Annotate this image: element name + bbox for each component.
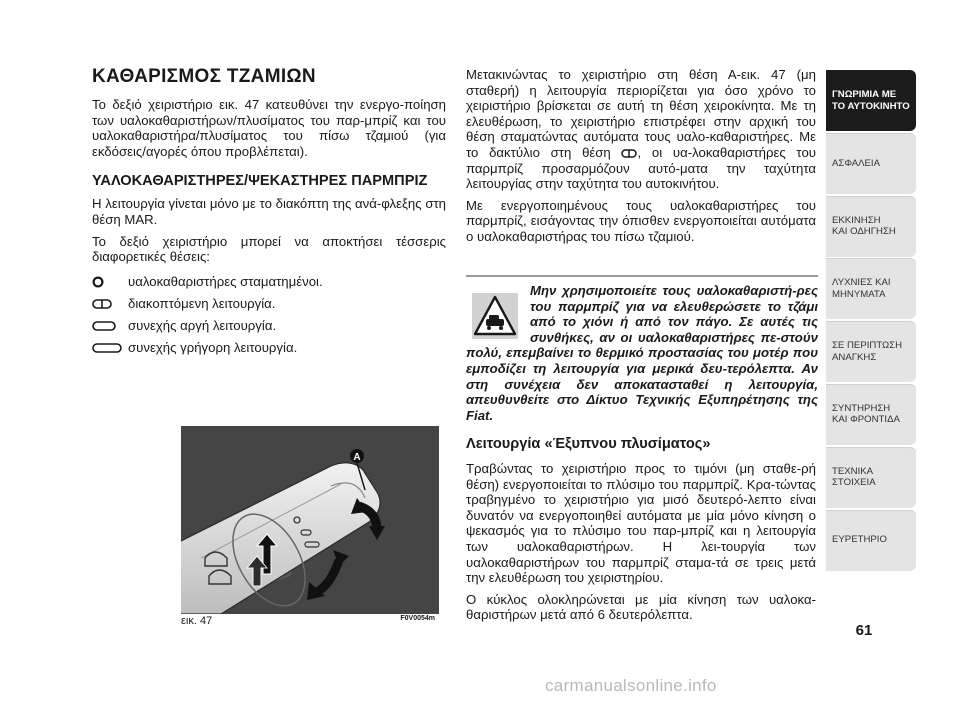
mode-text: υαλοκαθαριστήρες σταματημένοι. — [128, 273, 323, 289]
wiper-lever-illustration — [181, 426, 439, 614]
mode-row-slow — [92, 315, 446, 337]
mode-row-off — [92, 271, 446, 293]
slow-wipe-icon — [92, 321, 128, 331]
mode-row-fast — [92, 337, 446, 359]
warning-triangle-icon — [472, 293, 518, 339]
figure-code: F0V0054m — [400, 615, 435, 622]
tab-get-to-know-car[interactable]: ΓΝΩΡΙΜΙΑ ΜΕ ΤΟ ΑΥΤΟΚΙΝΗΤΟ — [826, 70, 916, 131]
mode-row-intermittent — [92, 293, 446, 315]
tab-starting-driving[interactable]: ΕΚΚΙΝΗΣΗ ΚΑΙ ΟΔΗΓΗΣΗ — [826, 196, 916, 257]
wipers-subtitle: ΥΑΛΟΚΑΘΑΡΙΣΤΗΡΕΣ/ΨΕΚΑΣΤΗΡΕΣ ΠΑΡΜΠΡΙΖ — [92, 173, 428, 190]
mode-text: διακοπτόμενη λειτουργία. — [128, 295, 276, 311]
tab-index[interactable]: ΕΥΡΕΤΗΡΙΟ — [826, 510, 916, 571]
position-a-text: Μετακινώντας το χειριστήριο στη θέση Α-εικ. 47 (μη σταθερή) η λειτουργία περιορίζεται για όσο χρόνο το χειριστήριο βρίσκεται σε αυτή τη θέση χειροκίνητα. Με τη ελευθέρωση, το χειριστήριο επιστρέφει στην αρχική του θέση σταματώντας αυτόματα τους υαλο-καθαριστήρες. Με το δακτύλιο στη θέση — [466, 67, 816, 160]
warning-box — [466, 275, 818, 423]
position-a-text-end: , οι υα-λοκαθαριστήρες του παρμπρίζ προσαρμόζουν αυτό-ματα την ταχύτητα λειτουργίας στην ταχύτητα του αυτοκινήτου. — [466, 144, 816, 192]
position-a-paragraph — [466, 67, 816, 192]
section-title: ΚΑΘΑΡΙΣΜΟΣ ΤΖΑΜΙΩΝ — [92, 66, 316, 87]
watermark: carmanualsonline.info — [545, 676, 717, 695]
figure-caption — [181, 615, 439, 627]
tab-maintenance[interactable]: ΣΥΝΤΗΡΗΣΗ ΚΑΙ ΦΡΟΝΤΙΔΑ — [826, 384, 916, 445]
fast-wipe-icon — [92, 343, 128, 353]
figure-caption-text: εικ. 47 — [181, 615, 213, 627]
smart-wash-paragraph-1: Τραβώντας το χειριστήριο προς το τιμόνι (μη σταθε-ρή θέση) ενεργοποιείται το πλύσιμο του παρμπρίζ. Κρα-τώντας τραβηγμένο το χειριστήριο για μισό δευτερό-λεπτο είναι δυνατόν να ενεργοποιηθεί αυτόματα με μία μόνο κίνηση ο ψεκασμός για το πλύσιμο του παρ-μπρίζ και η λειτουργία των υαλοκαθαριστήρων. Η λει-τουργία των υαλοκαθαριστήρων του παρμπρίζ σταμα-τά σε τρεις μετά την ελευθέρωση του χειριστηρίου. — [466, 461, 816, 586]
right-column — [466, 67, 816, 251]
page-number: 61 — [855, 622, 873, 639]
chapter-tabs — [826, 70, 916, 572]
intro-paragraph: Το δεξιό χειριστήριο εικ. 47 κατευθύνει την ενεργο-ποίηση των υαλοκαθαριστήρων/πλυσίματος του παρ-μπρίζ και του υαλοκαθαριστήρα/πλυσίματος του πίσω τζαμιού (για εκδόσεις/αγορές όπου προβλέπεται). — [92, 97, 446, 159]
warning-text: Μην χρησιμοποιείτε τους υαλοκαθαριστή-ρες του παρμπρίζ για να ελευθερώσετε το τζάμι από το χιόνι ή από τον πάγο. Σε αυτές τις συνθήκες, αν οι υαλοκαθαριστήρες πε-στούν πολύ, επεμβαίνει το θερμικό προστασίας του μοτέρ που εμποδίζει τη λειτουργία για μερικά δευ-τερόλεπτα. Αν στη συνέχεια δεν αποκατασταθεί η λειτουργία, απευθυνθείτε στο Δίκτυο Τεχνικής Εξυπηρέτησης της Fiat. — [466, 283, 818, 423]
reverse-paragraph: Με ενεργοποιημένους τους υαλοκαθαριστήρες του παρμπρίζ, εισάγοντας την όπισθεν ενεργοποιείται αυτόματα ο υαλοκαθαριστήρας του πίσω τζαμιού. — [466, 197, 816, 244]
tab-lights-messages[interactable]: ΛΥΧΝΙΕΣ ΚΑΙ ΜΗΝΥΜΑΤΑ — [826, 258, 916, 319]
left-column — [92, 66, 446, 359]
mode-text: συνεχής γρήγορη λειτουργία. — [128, 339, 298, 355]
smart-wash-title: Λειτουργία «Έξυπνου πλυσίματος» — [466, 436, 711, 452]
positions-paragraph: Το δεξιό χειριστήριο μπορεί να αποκτήσει τέσσερις διαφορετικές θέσεις: — [92, 233, 446, 265]
mode-text: συνεχής αργή λειτουργία. — [128, 317, 277, 333]
tab-safety[interactable]: ΑΣΦΑΛΕΙΑ — [826, 133, 916, 194]
intermittent-icon — [92, 299, 128, 309]
warning-rule — [466, 275, 818, 277]
ignition-paragraph: Η λειτουργία γίνεται μόνο με το διακόπτη της ανά-φλεξης στη θέση MAR. — [92, 196, 446, 227]
tab-emergency[interactable]: ΣΕ ΠΕΡΙΠΤΩΣΗ ΑΝΑΓΚΗΣ — [826, 321, 916, 382]
smart-wash-paragraph-2: Ο κύκλος ολοκληρώνεται με μία κίνηση των υαλοκα-θαριστήρων μετά από 6 δευτερόλεπτα. — [466, 591, 816, 623]
circle-off-icon — [92, 276, 128, 288]
intermittent-icon — [621, 149, 637, 158]
tab-technical-data[interactable]: ΤΕΧΝΙΚΑ ΣΤΟΙΧΕΙΑ — [826, 447, 916, 508]
lever-figure — [181, 426, 439, 614]
callout-a: A — [353, 452, 361, 463]
smart-wash-body — [466, 461, 816, 629]
